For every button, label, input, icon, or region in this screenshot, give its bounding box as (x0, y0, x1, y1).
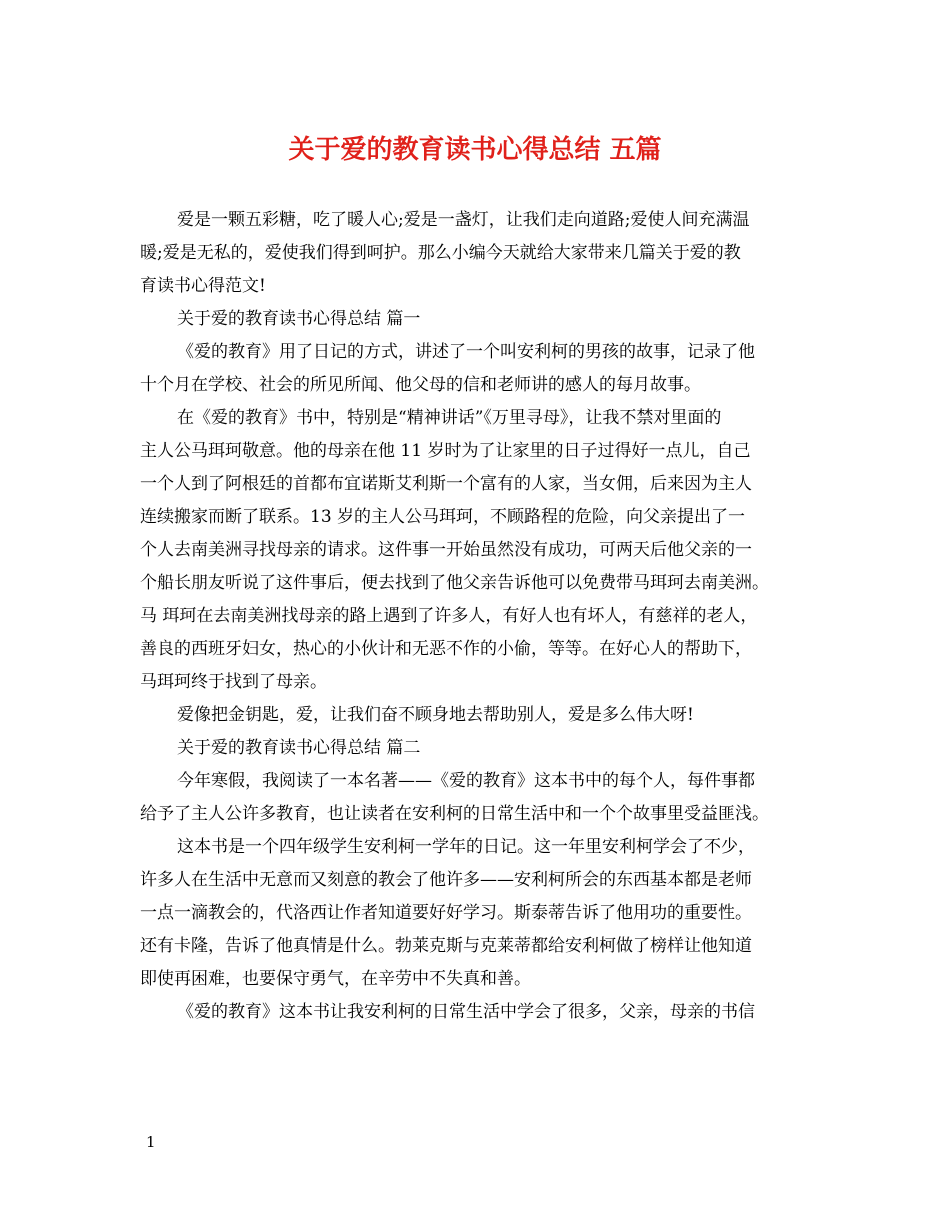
text-line: 爱像把金钥匙，爱，让我们奋不顾身地去帮助别人，爱是多么伟大呀! (177, 705, 694, 725)
text-line: 一点一滴教会的，代洛西让作者知道要好好学习。斯泰蒂告诉了他用功的重要性。 (140, 903, 752, 923)
document-body (140, 204, 812, 1029)
text-line: 十个月在学校、社会的所见所闻、他父母的信和老师讲的感人的每月故事。 (140, 375, 701, 395)
text-line: 个人去南美洲寻找母亲的请求。这件事一开始虽然没有成功，可两天后他父亲的一 (140, 540, 752, 560)
text-line: 一个人到了阿根廷的首都布宜诺斯艾利斯一个富有的人家，当女佣，后来因为主人 (140, 474, 752, 494)
text-line: 即使再困难，也要保守勇气，在辛劳中不失真和善。 (140, 969, 531, 989)
text-line: 许多人在生活中无意而又刻意的教会了他许多——安利柯所会的东西基本都是老师 (140, 870, 752, 890)
text-line: 关于爱的教育读书心得总结 篇一 (177, 309, 421, 329)
text-line: 《爱的教育》用了日记的方式，讲述了一个叫安利柯的男孩的故事，记录了他 (177, 342, 755, 362)
text-line: 给予了主人公许多教育，也让读者在安利柯的日常生活中和一个个故事里受益匪浅。 (140, 804, 769, 824)
text-line: 还有卡隆，告诉了他真情是什么。勃莱克斯与克莱蒂都给安利柯做了榜样让他知道 (140, 936, 752, 956)
text-line: 育读书心得范文! (140, 276, 266, 296)
page-number: 1 (146, 1133, 156, 1151)
text-line: 在《爱的教育》书中，特别是“精神讲话”《万里寻母》，让我不禁对里面的 (177, 408, 722, 428)
text-line: 马 珥珂在去南美洲找母亲的路上遇到了许多人，有好人也有坏人，有慈祥的老人， (140, 606, 758, 626)
text-line: 马珥珂终于找到了母亲。 (140, 672, 327, 692)
text-line: 这本书是一个四年级学生安利柯一学年的日记。这一年里安利柯学会了不少， (177, 837, 755, 857)
document-title: 关于爱的教育读书心得总结 五篇 (288, 135, 662, 165)
text-line: 今年寒假，我阅读了一本名著——《爱的教育》这本书中的每个人，每件事都 (177, 771, 755, 791)
text-line: 主人公马珥珂敬意。他的母亲在他 11 岁时为了让家里的日子过得好一点儿，自己 (140, 441, 751, 461)
text-line: 连续搬家而断了联系。13 岁的主人公马珥珂，不顾路程的危险，向父亲提出了一 (140, 507, 746, 527)
text-line: 《爱的教育》这本书让我安利柯的日常生活中学会了很多，父亲，母亲的书信 (177, 1002, 755, 1022)
text-line: 善良的西班牙妇女，热心的小伙计和无恶不作的小偷，等等。在好心人的帮助下， (140, 639, 752, 659)
text-line: 爱是一颗五彩糖，吃了暖人心;爱是一盏灯，让我们走向道路;爱使人间充满温 (177, 210, 750, 230)
text-line: 暖;爱是无私的，爱使我们得到呵护。那么小编今天就给大家带来几篇关于爱的教 (140, 243, 741, 263)
text-line: 关于爱的教育读书心得总结 篇二 (177, 738, 421, 758)
text-line: 个船长朋友听说了这件事后，便去找到了他父亲告诉他可以免费带马珥珂去南美洲。 (140, 573, 769, 593)
